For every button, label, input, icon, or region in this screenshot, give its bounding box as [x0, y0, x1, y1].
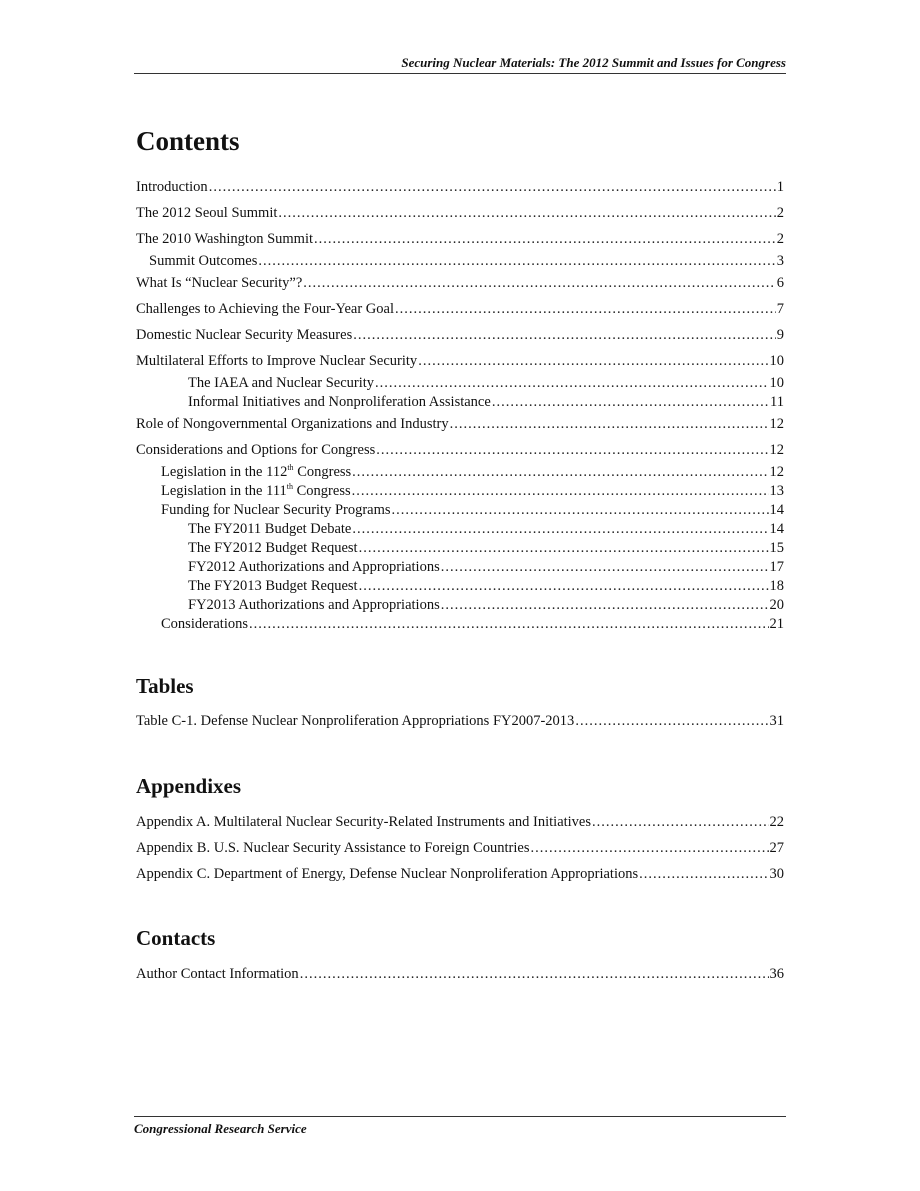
- dot-leader: [492, 393, 769, 411]
- toc-entry-author-contact[interactable]: [136, 965, 784, 983]
- toc-entry-title: [161, 463, 351, 481]
- toc-entry-title: Considerations: [161, 616, 248, 632]
- toc-entry-introduction[interactable]: [136, 178, 784, 196]
- toc-entry-title: The FY2011 Budget Debate: [188, 521, 352, 537]
- dot-leader: [376, 441, 768, 459]
- toc-entry-title: FY2013 Authorizations and Appropriations: [188, 597, 440, 613]
- toc-entry-title-text: Legislation in the 112: [161, 464, 288, 480]
- toc-entry-considerations[interactable]: [161, 615, 784, 633]
- toc-entry-page: 13: [769, 483, 784, 499]
- toc-entry-funding[interactable]: [161, 501, 784, 519]
- toc-entry-considerations-options[interactable]: [136, 441, 784, 459]
- toc-entry-title: Appendix B. U.S. Nuclear Security Assistance to Foreign Countries: [136, 840, 530, 856]
- toc-entry-page: 30: [769, 866, 784, 882]
- toc-entry-title: FY2012 Authorizations and Appropriations: [188, 559, 440, 575]
- toc-entry-legislation-111[interactable]: [161, 482, 784, 500]
- toc-entry-challenges[interactable]: [136, 300, 784, 318]
- toc-entry-page: 3: [776, 253, 784, 269]
- toc-entry-page: 10: [769, 353, 784, 369]
- toc-entry-title: Challenges to Achieving the Four-Year Goal: [136, 301, 394, 317]
- toc-entry-fy2013-authorizations[interactable]: [188, 596, 784, 614]
- dot-leader: [392, 501, 769, 519]
- dot-leader: [359, 577, 769, 595]
- toc-entry-appendix-c[interactable]: [136, 865, 784, 883]
- dot-leader: [352, 482, 769, 500]
- toc-entry-page: 11: [770, 394, 784, 410]
- toc-entry-fy2012-request[interactable]: [188, 539, 784, 557]
- toc-entry-page: 9: [776, 327, 784, 343]
- toc-entry-page: 20: [769, 597, 784, 613]
- toc-entry-title: Introduction: [136, 179, 208, 195]
- dot-leader: [375, 374, 768, 392]
- running-footer: [134, 1116, 786, 1137]
- toc-entry-page: 27: [769, 840, 784, 856]
- toc-entry-page: 14: [769, 521, 784, 537]
- toc-entry-page: 2: [776, 205, 784, 221]
- toc-entry-page: 2: [776, 231, 784, 247]
- dot-leader: [450, 415, 769, 433]
- ordinal-suffix: th: [287, 463, 294, 473]
- toc-entry-washington-summit[interactable]: [136, 230, 784, 248]
- dot-leader: [258, 252, 775, 270]
- dot-leader: [353, 326, 776, 344]
- toc-entry-page: 12: [769, 442, 784, 458]
- tables-heading: Tables: [136, 674, 194, 698]
- toc-entry-fy2012-authorizations[interactable]: [188, 558, 784, 576]
- toc-entry-title: Appendix A. Multilateral Nuclear Security-Related Instruments and Initiatives: [136, 814, 592, 830]
- toc-entry-title: Summit Outcomes: [149, 253, 258, 269]
- toc-entry-appendix-b[interactable]: [136, 839, 784, 857]
- running-footer-text: Congressional Research Service: [134, 1121, 307, 1136]
- toc-entry-title: The IAEA and Nuclear Security: [188, 375, 375, 391]
- toc-entry-title: [161, 482, 351, 500]
- dot-leader: [209, 178, 776, 196]
- toc-entry-page: 36: [769, 966, 784, 982]
- toc-entry-nuclear-security[interactable]: [136, 274, 784, 292]
- toc-entry-title: Table C-1. Defense Nuclear Nonproliferation Appropriations FY2007-2013: [136, 713, 575, 729]
- toc-entry-domestic-measures[interactable]: [136, 326, 784, 344]
- running-header: [134, 55, 786, 74]
- toc-entry-title: Informal Initiatives and Nonproliferation Assistance: [188, 394, 491, 410]
- toc-entry-title: The 2010 Washington Summit: [136, 231, 313, 247]
- toc-entry-page: 7: [776, 301, 784, 317]
- dot-leader: [249, 615, 769, 633]
- toc-entry-fy2013-request[interactable]: [188, 577, 784, 595]
- toc-entry-multilateral-efforts[interactable]: [136, 352, 784, 370]
- toc-entry-title: What Is “Nuclear Security”?: [136, 275, 303, 291]
- toc-entry-title-tail: Congress: [293, 483, 351, 499]
- toc-entry-table-c1[interactable]: [136, 712, 784, 730]
- toc-entry-title: The 2012 Seoul Summit: [136, 205, 278, 221]
- dot-leader: [395, 300, 776, 318]
- toc-entry-summit-outcomes[interactable]: [149, 252, 784, 270]
- dot-leader: [441, 558, 769, 576]
- toc-entry-page: 18: [769, 578, 784, 594]
- dot-leader: [418, 352, 768, 370]
- dot-leader: [352, 520, 768, 538]
- dot-leader: [639, 865, 768, 883]
- toc-entry-title: Author Contact Information: [136, 966, 299, 982]
- dot-leader: [352, 463, 768, 481]
- contents-heading: Contents: [136, 126, 240, 156]
- toc-entry-title: The FY2012 Budget Request: [188, 540, 358, 556]
- dot-leader: [300, 965, 769, 983]
- toc-entry-page: 17: [769, 559, 784, 575]
- toc-entry-title: Appendix C. Department of Energy, Defense Nuclear Nonproliferation Appropriations: [136, 866, 639, 882]
- dot-leader: [314, 230, 776, 248]
- toc-entry-appendix-a[interactable]: [136, 813, 784, 831]
- toc-entry-title: Funding for Nuclear Security Programs: [161, 502, 391, 518]
- toc-entry-title: Considerations and Options for Congress: [136, 442, 376, 458]
- appendixes-heading: Appendixes: [136, 774, 242, 798]
- contacts-heading: Contacts: [136, 926, 216, 950]
- dot-leader: [592, 813, 768, 831]
- toc-entry-informal-initiatives[interactable]: [188, 393, 784, 411]
- toc-entry-ngo-role[interactable]: [136, 415, 784, 433]
- toc-entry-page: 21: [769, 616, 784, 632]
- dot-leader: [575, 712, 768, 730]
- dot-leader: [530, 839, 768, 857]
- toc-entry-page: 1: [776, 179, 784, 195]
- dot-leader: [278, 204, 775, 222]
- running-header-text: Securing Nuclear Materials: The 2012 Summit and Issues for Congress: [401, 55, 786, 70]
- toc-entry-legislation-112[interactable]: [161, 463, 784, 481]
- toc-entry-title: Role of Nongovernmental Organizations and Industry: [136, 416, 449, 432]
- toc-entry-page: 10: [769, 375, 784, 391]
- toc-entry-seoul-summit[interactable]: [136, 204, 784, 222]
- toc-entry-page: 31: [769, 713, 784, 729]
- toc-entry-page: 15: [769, 540, 784, 556]
- toc-entry-page: 6: [776, 275, 784, 291]
- toc-entry-page: 12: [769, 416, 784, 432]
- toc-entry-iaea[interactable]: [188, 374, 784, 392]
- dot-leader: [359, 539, 769, 557]
- ordinal-suffix: th: [286, 482, 294, 492]
- toc-entry-title-text: Legislation in the 111: [161, 483, 287, 499]
- toc-entry-page: 22: [769, 814, 784, 830]
- toc-entry-title: Domestic Nuclear Security Measures: [136, 327, 353, 343]
- toc-entry-page: 12: [769, 464, 784, 480]
- toc-entry-title: Multilateral Efforts to Improve Nuclear Security: [136, 353, 418, 369]
- dot-leader: [441, 596, 769, 614]
- toc-entry-fy2011-debate[interactable]: [188, 520, 784, 538]
- dot-leader: [303, 274, 775, 292]
- toc-entry-title: The FY2013 Budget Request: [188, 578, 358, 594]
- toc-entry-page: 14: [769, 502, 784, 518]
- toc-entry-title-tail: Congress: [293, 464, 352, 480]
